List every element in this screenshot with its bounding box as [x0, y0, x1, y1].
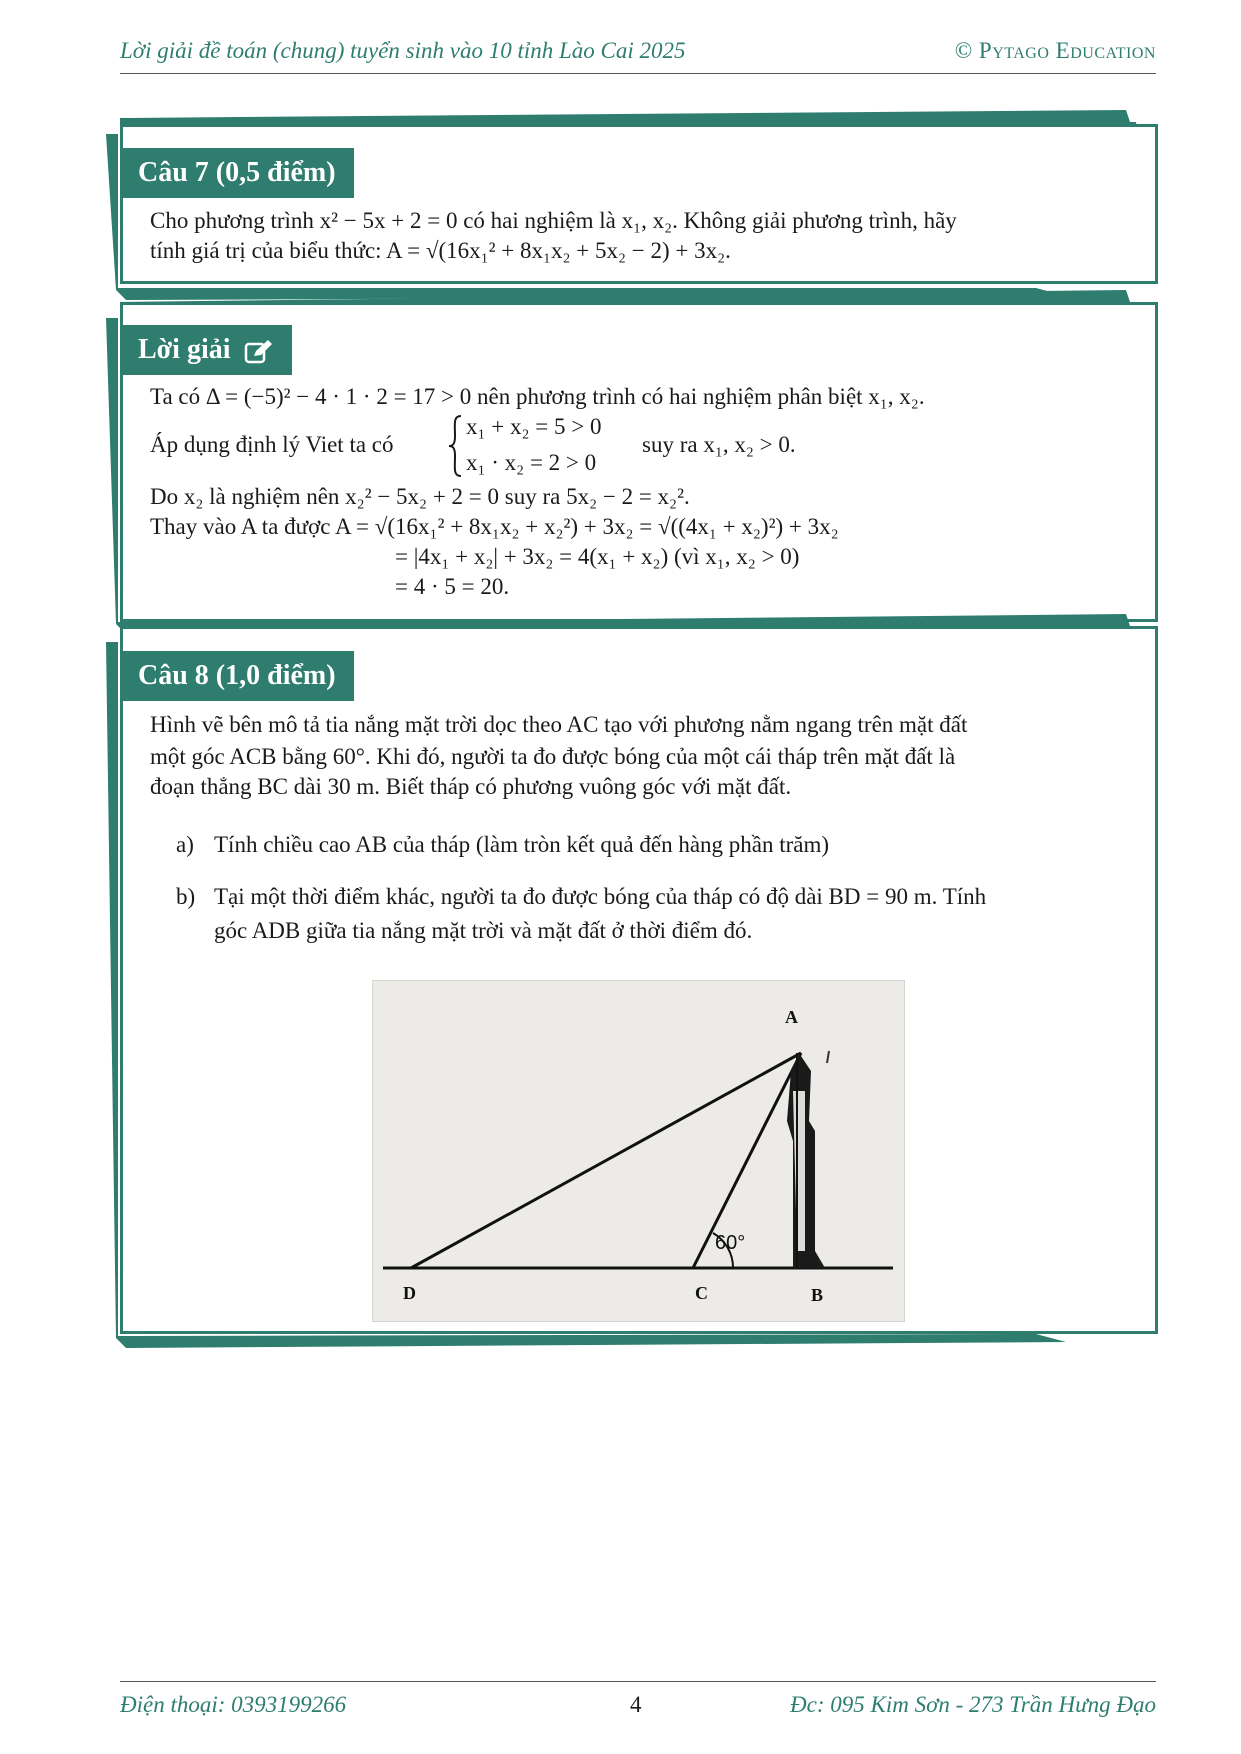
solution-title-text: Lời giải: [138, 334, 231, 365]
question8-line3: đoạn thẳng BC dài 30 m. Biết tháp có phương vuông góc với mặt đất.: [150, 774, 792, 799]
item-b-label: b): [176, 884, 196, 909]
solution-line1: Ta có Δ = (−5)² − 4 · 1 · 2 = 17 > 0 nên phương trình có hai nghiệm phân biệt x₁, x₂.: [150, 384, 925, 409]
solution-line3: Do x₂ là nghiệm nên x₂² − 5x₂ + 2 = 0 suy ra 5x₂ − 2 = x₂².: [150, 484, 690, 509]
header-title: Lời giải đề toán (chung) tuyển sinh vào 10 tỉnh Lào Cai 2025: [120, 38, 686, 63]
item-b-text1: Tại một thời điểm khác, người ta đo được bóng của tháp có độ dài BD = 90 m. Tính: [214, 884, 987, 909]
tower-figure: [372, 980, 905, 1322]
question7-box: [106, 110, 1168, 300]
question7-title: Câu 7 (0,5 điểm): [120, 148, 354, 198]
label-A: A: [785, 1007, 798, 1027]
angle-label: 60°: [715, 1232, 746, 1254]
tower-diagram: [373, 981, 904, 1321]
question8-title: Câu 8 (1,0 điểm): [120, 651, 354, 701]
label-D: D: [403, 1283, 416, 1303]
solution-line2-prefix: Áp dụng định lý Viet ta có: [150, 432, 394, 457]
system-eq2: x₁ · x₂ = 2 > 0: [466, 450, 597, 475]
label-C: C: [695, 1283, 708, 1303]
header-rule: [120, 73, 1156, 74]
label-B: B: [811, 1285, 824, 1305]
edit-icon: [244, 339, 274, 365]
item-b-text2: góc ADB giữa tia nắng mặt trời và mặt đất ở thời điểm đó.: [214, 918, 753, 943]
page-number: 4: [630, 1692, 642, 1717]
footer-rule: [120, 1681, 1156, 1682]
item-a-label: a): [176, 832, 194, 857]
footer-phone: Điện thoại: 0393199266: [120, 1692, 347, 1717]
item-a: [176, 828, 1129, 862]
footer-address: Đc: 095 Kim Sơn - 273 Trần Hưng Đạo: [790, 1692, 1156, 1717]
item-b: [176, 880, 1129, 948]
solution-line5: = |4x₁ + x₂| + 3x₂ = 4(x₁ + x₂) (vì x₁, x₂ > 0): [395, 544, 800, 569]
question7-line1: Cho phương trình x² − 5x + 2 = 0 có hai nghiệm là x₁, x₂. Không giải phương trình, hãy: [150, 208, 957, 233]
system-brace: [447, 414, 463, 478]
header-brand: © Pytago Education: [954, 38, 1156, 63]
solution-line4: Thay vào A ta được A = √(16x₁² + 8x₁x₂ + x₂²) + 3x₂ = √((4x₁ + x₂)²) + 3x₂: [150, 514, 839, 539]
question8-line2: một góc ACB bằng 60°. Khi đó, người ta đo được bóng của một cái tháp trên mặt đất là: [150, 744, 956, 769]
solution-line6: = 4 · 5 = 20.: [395, 574, 510, 599]
system-eq1: x₁ + x₂ = 5 > 0: [466, 414, 602, 439]
solution-line2-suffix: suy ra x₁, x₂ > 0.: [642, 432, 796, 457]
solution-title: [120, 325, 292, 375]
question8-line1: Hình vẽ bên mô tả tia nắng mặt trời dọc theo AC tạo với phương nằm ngang trên mặt đất: [150, 712, 968, 737]
item-a-text: Tính chiều cao AB của tháp (làm tròn kết quả đến hàng phần trăm): [214, 832, 830, 857]
question7-line2: tính giá trị của biểu thức: A = √(16x₁² + 8x₁x₂ + 5x₂ − 2) + 3x₂.: [150, 238, 731, 263]
